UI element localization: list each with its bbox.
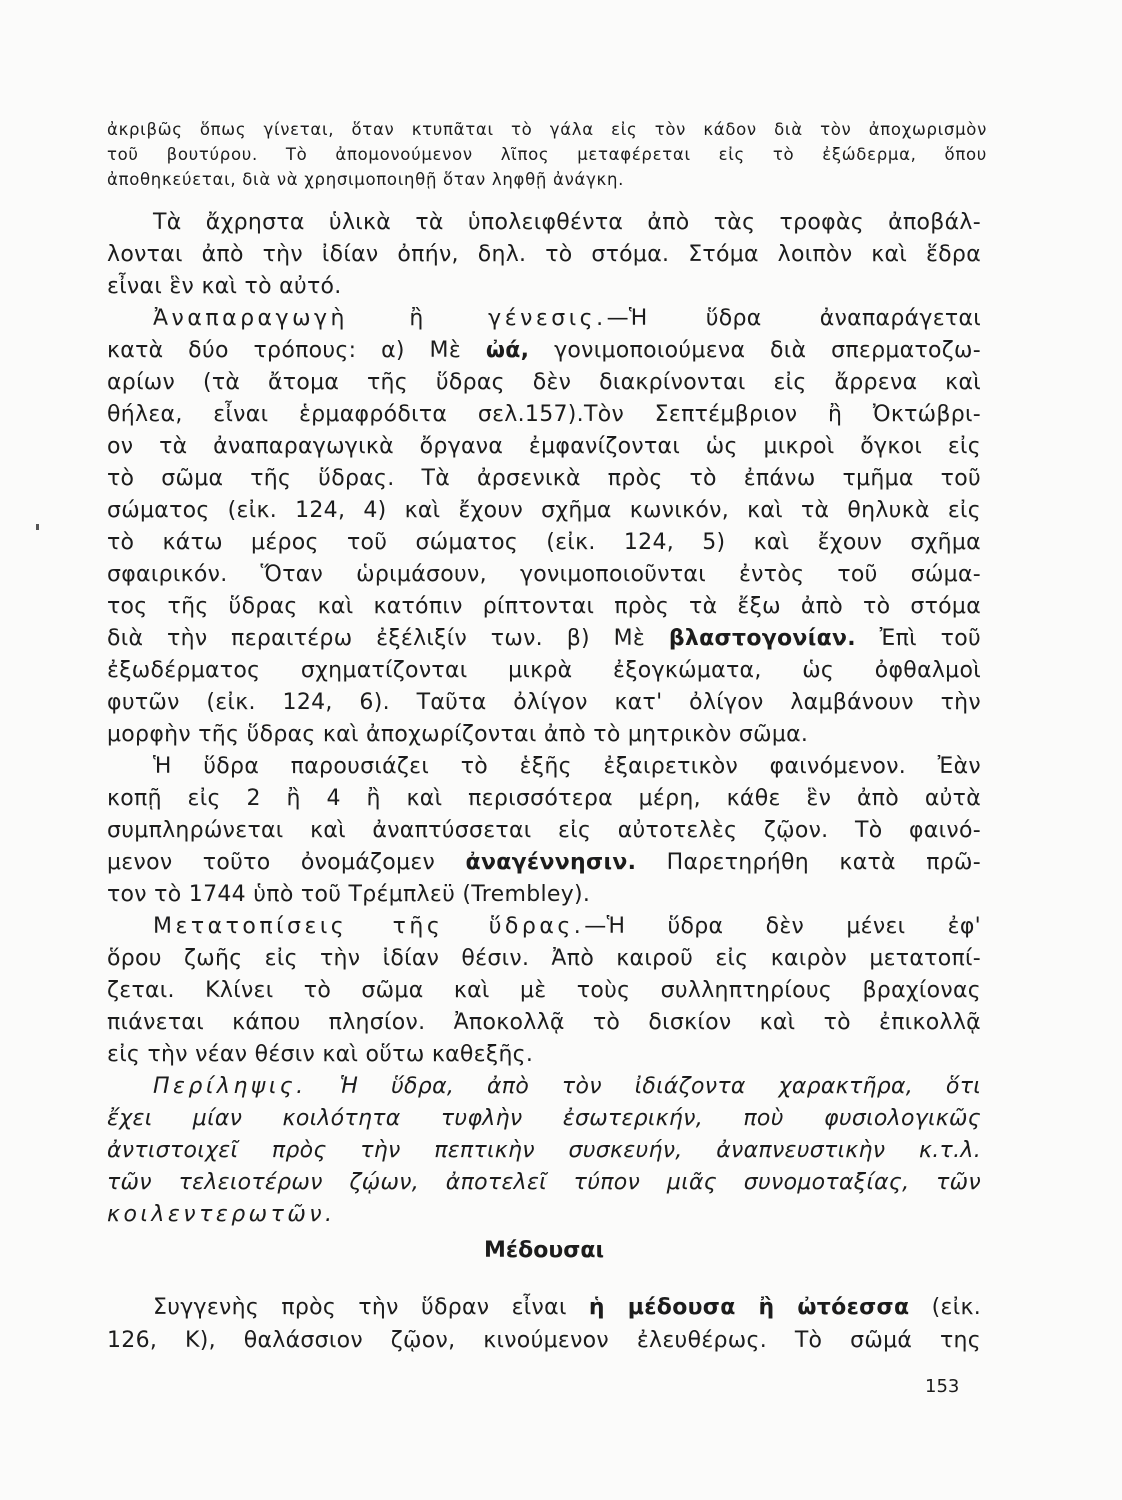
continued-paragraph bbox=[107, 117, 987, 192]
text-line: εἰς τὴν νέαν θέσιν καὶ οὕτω καθεξῆς. bbox=[107, 1042, 534, 1067]
text-line: ἔχει μίαν κοιλότητα τυφλὴν ἐσωτερικήν, ποὺ φυσιολογικῶς bbox=[107, 1106, 981, 1131]
text-line bbox=[107, 911, 981, 943]
text-line: σφαιρικόν. Ὅταν ὡριμάσουν, γονιμοποιοῦνται ἐντὸς τοῦ σώμα- bbox=[107, 562, 981, 587]
text-line: αρίων (τὰ ἄτομα τῆς ὕδρας δὲν διακρίνονται εἰς ἄρρενα καὶ bbox=[107, 370, 981, 395]
bold-term: ἀναγέννησιν. bbox=[465, 850, 637, 875]
section-inline-heading: Περίληψις. bbox=[153, 1074, 307, 1099]
text-line bbox=[107, 1199, 981, 1231]
text-line: 126, Κ), θαλάσσιον ζῷον, κινούμενον ἐλευθέρως. Τὸ σῶμά της bbox=[107, 1328, 981, 1353]
text-line: πιάνεται κάπου πλησίον. Ἀποκολλᾷ τὸ δισκίον καὶ τὸ ἐπικολλᾷ bbox=[107, 1010, 981, 1035]
text-span: Παρετηρήθη κατὰ πρῶ- bbox=[636, 850, 981, 875]
text-span: —Ἡ ὕδρα δὲν μένει ἐφ' bbox=[584, 914, 981, 939]
text-span: (εἰκ. bbox=[909, 1295, 982, 1320]
closing-paragraph bbox=[107, 1291, 981, 1357]
text-line bbox=[107, 303, 981, 335]
text-span: Συγγενὴς πρὸς τὴν ὕδραν εἶναι bbox=[153, 1295, 589, 1320]
text-line: ἀκριβῶς ὅπως γίνεται, ὅταν κτυπᾶται τὸ γάλα εἰς τὸν κάδον διὰ τὸν ἀποχωρισμὸν bbox=[107, 120, 987, 139]
bold-term: ἡ μέδουσα ἢ ὠτόεσσα bbox=[588, 1295, 910, 1320]
section-heading: Μέδουσαι bbox=[483, 1238, 605, 1263]
text-span: —Ἡ ὕδρα ἀναπαράγεται bbox=[606, 306, 981, 331]
text-line: Τὰ ἄχρηστα ὑλικὰ τὰ ὑπολειφθέντα ἀπὸ τὰς τροφὰς ἀποβάλ- bbox=[153, 210, 981, 235]
text-line: φυτῶν (εἰκ. 124, 6). Ταῦτα ὀλίγον κατ' ὀλίγον λαμβάνουν τὴν bbox=[107, 690, 981, 715]
text-line: Ἡ ὕδρα παρουσιάζει τὸ ἑξῆς ἐξαιρετικὸν φαινόμενον. Ἐὰν bbox=[153, 754, 981, 779]
text-span: μενον τοῦτο ὀνομάζομεν bbox=[107, 850, 466, 875]
text-span: διὰ τὴν περαιτέρω ἐξέλιξίν των. β) Μὲ bbox=[107, 626, 669, 651]
text-line: ἐξωδέρματος σχηματίζονται μικρὰ ἐξογκώματα, ὡς ὀφθαλμοὶ bbox=[107, 658, 981, 683]
text-line: μορφὴν τῆς ὕδρας καὶ ἀποχωρίζονται ἀπὸ τὸ μητρικὸν σῶμα. bbox=[107, 722, 809, 747]
bold-term: ὠά, bbox=[485, 338, 530, 363]
text-line: ζεται. Κλίνει τὸ σῶμα καὶ μὲ τοὺς συλληπτηρίους βραχίονας bbox=[107, 978, 981, 1003]
text-line: ὅρου ζωῆς εἰς τὴν ἰδίαν θέσιν. Ἀπὸ καιροῦ εἰς καιρὸν μετατοπί- bbox=[107, 946, 981, 971]
text-line: τοῦ βουτύρου. Τὸ ἀπομονούμενον λῖπος μεταφέρεται εἰς τὸ ἐξώδερμα, ὅπου bbox=[107, 145, 987, 164]
bold-term: βλαστογονίαν. bbox=[668, 626, 856, 651]
main-text bbox=[107, 207, 981, 1231]
text-line: κοπῇ εἰς 2 ἢ 4 ἢ καὶ περισσότερα μέρη, κάθε ἓν ἀπὸ αὐτὰ bbox=[107, 786, 981, 811]
text-line: τος τῆς ὕδρας καὶ κατόπιν ρίπτονται πρὸς τὰ ἔξω ἀπὸ τὸ στόμα bbox=[107, 594, 981, 619]
page-number: 153 bbox=[925, 1376, 960, 1397]
text-line: ἀντιστοιχεῖ πρὸς τὴν πεπτικὴν συσκευήν, ἀναπνευστικὴν κ.τ.λ. bbox=[107, 1138, 981, 1163]
text-span: κοιλεντερωτῶν. bbox=[107, 1202, 336, 1227]
text-line: σώματος (εἰκ. 124, 4) καὶ ἔχουν σχῆμα κωνικόν, καὶ τὰ θηλυκὰ εἰς bbox=[107, 498, 981, 523]
text-line bbox=[107, 1071, 981, 1103]
text-span: Ἐπὶ τοῦ bbox=[855, 626, 981, 651]
text-line: ἀποθηκεύεται, διὰ νὰ χρησιμοποιηθῇ ὅταν ληφθῇ ἀνάγκη. bbox=[107, 170, 625, 189]
section-inline-heading: Ἀναπαραγωγὴ ἢ γένεσις. bbox=[153, 306, 607, 331]
text-line: εἶναι ἓν καὶ τὸ αὐτό. bbox=[107, 274, 342, 299]
text-line bbox=[107, 847, 981, 879]
text-span: κατὰ δύο τρόπους: α) Μὲ bbox=[107, 338, 486, 363]
text-line: τὸ σῶμα τῆς ὕδρας. Τὰ ἀρσενικὰ πρὸς τὸ ἐπάνω τμῆμα τοῦ bbox=[107, 466, 981, 491]
text-line bbox=[107, 623, 981, 655]
text-line: τὸ κάτω μέρος τοῦ σώματος (εἰκ. 124, 5) καὶ ἔχουν σχῆμα bbox=[107, 530, 981, 555]
margin-mark bbox=[36, 524, 39, 530]
text-line: τῶν τελειοτέρων ζῴων, ἀποτελεῖ τύπον μιᾶς συνομοταξίας, τῶν bbox=[107, 1170, 981, 1195]
text-line: τον τὸ 1744 ὑπὸ τοῦ Τρέμπλεϋ (Trembley). bbox=[107, 882, 591, 907]
text-line: θήλεα, εἶναι ἑρμαφρόδιτα σελ.157).Τὸν Σεπτέμβριον ἢ Ὀκτώβρι- bbox=[107, 402, 981, 427]
section-inline-heading: Μετατοπίσεις τῆς ὕδρας. bbox=[153, 914, 585, 939]
text-span: Ἡ ὕδρα, ἀπὸ τὸν ἰδιάζοντα χαρακτῆρα, ὅτι bbox=[306, 1074, 981, 1099]
text-span: γονιμοποιούμενα διὰ σπερματοζω- bbox=[529, 338, 981, 363]
text-line: συμπληρώνεται καὶ ἀναπτύσσεται εἰς αὐτοτελὲς ζῷον. Τὸ φαινό- bbox=[107, 818, 981, 843]
text-line: ον τὰ ἀναπαραγωγικὰ ὄργανα ἐμφανίζονται ὡς μικροὶ ὄγκοι εἰς bbox=[107, 434, 981, 459]
text-line bbox=[107, 1291, 981, 1324]
text-line bbox=[107, 335, 981, 367]
text-line: λονται ἀπὸ τὴν ἰδίαν ὀπήν, δηλ. τὸ στόμα. Στόμα λοιπὸν καὶ ἕδρα bbox=[107, 242, 981, 267]
